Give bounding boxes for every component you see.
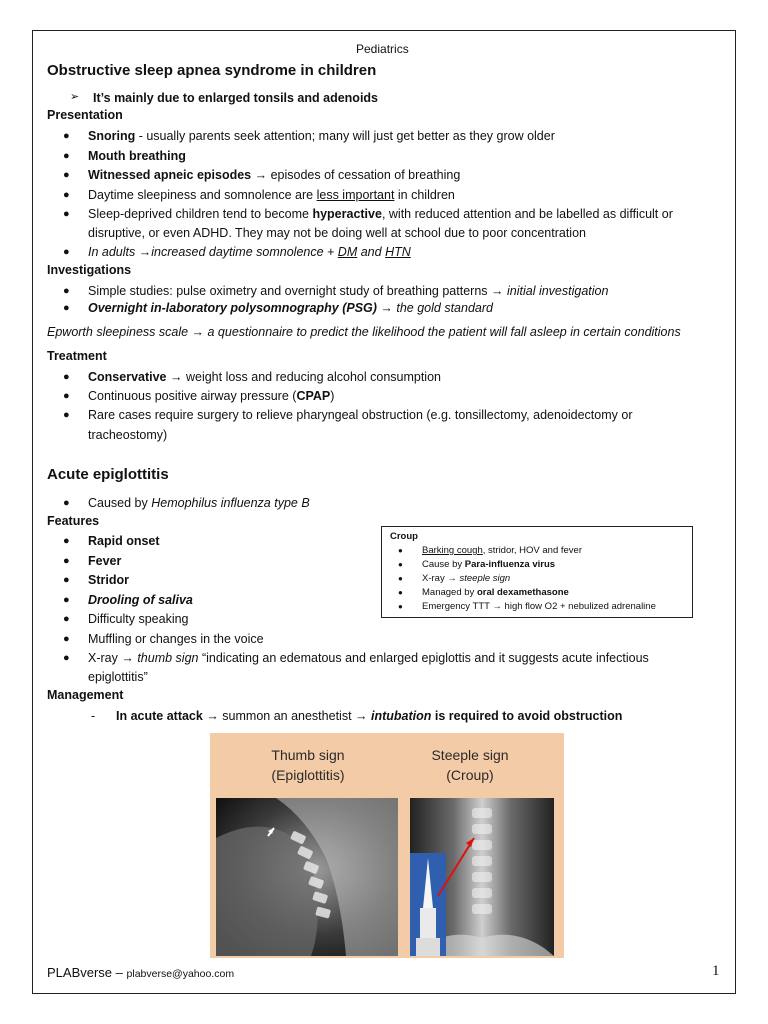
dash-icon: - <box>91 709 96 723</box>
arrow-icon: → <box>191 325 205 339</box>
list-item-continuation: disruptive, or even ADHD. They may not be doing well at school due to poor concentration <box>88 226 586 240</box>
list-item: Drooling of saliva <box>88 593 193 607</box>
list-item: Snoring - usually parents seek attention; many will just get better as they grow older <box>88 129 555 143</box>
treatment-label: Treatment <box>47 349 107 363</box>
list-item: Continuous positive airway pressure (CPAP) <box>88 389 335 403</box>
list-item: Caused by Hemophilus influenza type B <box>88 496 310 510</box>
management-label: Management <box>47 688 124 702</box>
list-item: Mouth breathing <box>88 149 186 163</box>
bullet-icon: ● <box>63 594 70 606</box>
list-item: Sleep-deprived children tend to become hyperactive, with reduced attention and be labelled as difficult or <box>88 207 673 221</box>
arrow-icon: → <box>121 651 134 665</box>
list-item: Emergency TTT → high flow O2 + nebulized adrenaline <box>422 601 656 612</box>
list-item: In adults →increased daytime somnolence + DM and HTN <box>88 245 411 259</box>
page-number: 1 <box>712 963 720 979</box>
list-item: Cause by Para-influenza virus <box>422 559 556 570</box>
osa-title: Obstructive sleep apnea syndrome in children <box>47 62 377 79</box>
arrow-icon: → <box>447 573 457 584</box>
bullet-icon: ● <box>63 169 70 181</box>
thumb-sign-caption: Thumb sign (Epiglottitis) <box>271 747 345 783</box>
list-item: X-ray → thumb sign “indicating an edematous and enlarged epiglottis and it suggests acute infectious <box>88 651 649 665</box>
footer-brand: PLABverse – plabverse@yahoo.com <box>47 965 235 980</box>
page-subject: Pediatrics <box>356 42 409 56</box>
list-item: In acute attack → summon an anesthetist → intubation is required to avoid obstruction <box>116 709 623 723</box>
list-item: Overnight in-laboratory polysomnography (PSG) → the gold standard <box>88 301 493 315</box>
bullet-icon: ● <box>63 652 70 664</box>
bullet-icon: ● <box>63 497 70 509</box>
bullet-icon: ● <box>398 588 403 597</box>
croup-title: Croup <box>390 531 418 542</box>
bullet-icon: ● <box>63 150 70 162</box>
list-item-continuation: epiglottitis” <box>88 670 148 684</box>
arrow-icon: → <box>138 245 152 259</box>
bullet-icon: ● <box>63 246 70 258</box>
list-item: Difficulty speaking <box>88 612 189 626</box>
list-item: Barking cough, stridor, HOV and fever <box>422 545 582 556</box>
osa-intro: It’s mainly due to enlarged tonsils and adenoids <box>93 91 379 105</box>
arrow-icon: → <box>380 301 393 315</box>
bullet-icon: ● <box>63 371 70 383</box>
xray-figure <box>210 733 564 958</box>
bullet-icon: ● <box>63 574 70 586</box>
investigations-label: Investigations <box>47 263 132 277</box>
list-item: Simple studies: pulse oximetry and overnight study of breathing patterns → initial investigation <box>88 284 609 298</box>
presentation-label: Presentation <box>47 108 123 122</box>
bullet-icon: ● <box>398 574 403 583</box>
bullet-icon: ● <box>63 633 70 645</box>
epiglottitis-title: Acute epiglottitis <box>47 466 169 483</box>
arrow-icon: → <box>170 370 183 384</box>
list-item: Managed by oral dexamethasone <box>422 587 569 598</box>
bullet-icon: ● <box>63 302 70 314</box>
footer-email: plabverse@yahoo.com <box>126 968 235 980</box>
thumb-sign-xray-image <box>216 798 398 956</box>
bullet-icon: ● <box>63 613 70 625</box>
arrow-icon: → <box>491 284 504 298</box>
list-item: Muffling or changes in the voice <box>88 632 264 646</box>
list-item: Rapid onset <box>88 534 160 548</box>
bullet-icon: ● <box>63 189 70 201</box>
list-item: Stridor <box>88 573 129 587</box>
list-item: Conservative → weight loss and reducing alcohol consumption <box>88 370 441 384</box>
arrow-icon: → <box>492 601 502 612</box>
arrow-icon: → <box>355 709 368 723</box>
arrow-icon: → <box>206 709 219 723</box>
bullet-icon: ● <box>398 602 403 611</box>
croup-box <box>381 526 693 618</box>
features-label: Features <box>47 514 100 528</box>
list-item: Daytime sleepiness and somnolence are less important in children <box>88 188 455 202</box>
steeple-sign-caption: Steeple sign (Croup) <box>431 747 509 783</box>
bullet-icon: ● <box>63 208 70 220</box>
epworth-scale: Epworth sleepiness scale → a questionnaire to predict the likelihood the patient will fall asleep in certain conditions <box>47 325 681 339</box>
steeple-sign-xray-image <box>410 798 554 956</box>
bullet-icon: ● <box>63 390 70 402</box>
chevron-icon: ➢ <box>70 91 80 103</box>
list-item-continuation: tracheostomy) <box>88 428 168 442</box>
bullet-icon: ● <box>398 546 403 555</box>
list-item: Fever <box>88 554 122 568</box>
bullet-icon: ● <box>63 535 70 547</box>
bullet-icon: ● <box>63 130 70 142</box>
bullet-icon: ● <box>398 560 403 569</box>
list-item: X-ray → steeple sign <box>422 573 511 584</box>
list-item: Witnessed apneic episodes → episodes of cessation of breathing <box>88 168 461 182</box>
list-item: Rare cases require surgery to relieve pharyngeal obstruction (e.g. tonsillectomy, adenoidectomy or <box>88 408 633 422</box>
bullet-icon: ● <box>63 555 70 567</box>
bullet-icon: ● <box>63 285 70 297</box>
bullet-icon: ● <box>63 409 70 421</box>
arrow-icon: → <box>254 168 268 182</box>
